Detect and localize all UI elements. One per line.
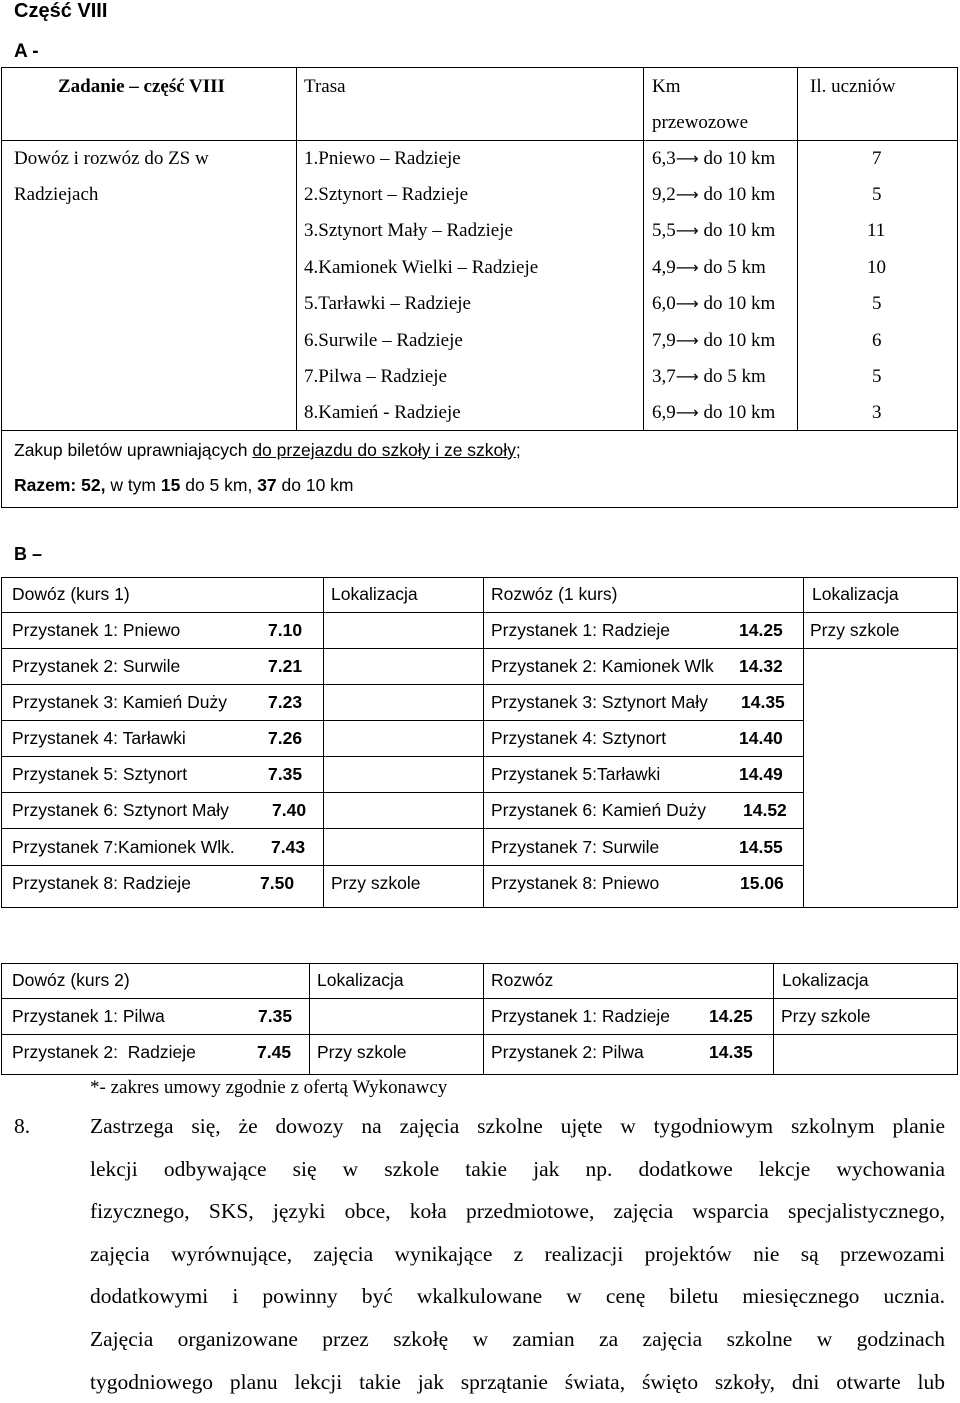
note-prefix: Zakup biletów uprawniających [14, 440, 253, 460]
km-range: do 10 km [703, 148, 776, 169]
return-stop-time: 14.35 [709, 1042, 753, 1062]
stop-name: Przystanek 8: Radzieje [12, 873, 191, 893]
stop-time: 7.35 [268, 764, 303, 784]
return-stop-name: Przystanek 5:Tarławki [491, 764, 661, 784]
stop-time: 7.43 [271, 837, 306, 857]
row-divider [1, 828, 803, 829]
stop-time: 7.26 [268, 728, 303, 748]
route-km [652, 366, 766, 388]
col-divider [773, 963, 774, 1075]
return-location: Przy szkole [810, 620, 900, 640]
return-stop-name: Przystanek 1: Radzieje [491, 1006, 670, 1026]
col-divider [323, 577, 324, 908]
return-stop-time: 14.35 [741, 692, 785, 712]
return-location: Przy szkole [781, 1006, 871, 1026]
col-divider [296, 67, 297, 431]
return-stop-name: Przystanek 8: Pniewo [491, 873, 660, 893]
route-name: 1.Pniewo – Radzieje [304, 148, 461, 169]
clause-line: lekcji odbywające się w szkole takie jak np. dodatkowe lekcje wychowania [90, 1156, 945, 1181]
km-range: do 10 km [703, 330, 776, 351]
return-stop-time: 14.55 [739, 837, 783, 857]
km-value: 7,9 [652, 330, 676, 351]
route-name: 5.Tarławki – Radzieje [304, 293, 471, 314]
row-divider [1, 865, 803, 866]
route-km [652, 330, 775, 352]
row-divider [483, 648, 958, 649]
km-value: 5,5 [652, 220, 676, 241]
clause-number: 8. [14, 1114, 31, 1138]
task-name: Dowóz i rozwóz do ZS w [14, 148, 209, 169]
route-students: 6 [872, 330, 882, 351]
return-stop-time: 14.25 [709, 1006, 753, 1026]
route-km [652, 148, 775, 170]
clause-line: Zastrzega się, że dowozy na zajęcia szkolne ujęte w tygodniowym szkolnym planie [90, 1114, 945, 1138]
km-range: do 10 km [703, 220, 776, 241]
header-pickup: Dowóz (kurs 1) [12, 584, 130, 604]
km-value: 9,2 [652, 184, 676, 205]
return-stop-name: Przystanek 7: Surwile [491, 837, 660, 857]
total-text-2: do 5 km, [180, 475, 258, 495]
arrow-right-icon: ⟶ [675, 185, 699, 204]
col-divider [483, 963, 484, 1075]
col-divider [483, 577, 484, 908]
stop-time: 7.35 [258, 1006, 293, 1026]
footnote: *- zakres umowy zgodnie z ofertą Wykonawcy [90, 1077, 448, 1098]
arrow-right-icon: ⟶ [675, 258, 699, 277]
km-range: do 10 km [703, 293, 776, 314]
clause-line: tygodniowego planu lekcji takie jak sprzątanie świata, święto szkoły, dni otwarte lub [90, 1369, 945, 1394]
header-task: Zadanie – część VIII [58, 76, 225, 97]
return-stop-name: Przystanek 1: Radzieje [491, 620, 670, 640]
col-divider [797, 67, 798, 431]
km-range: do 5 km [703, 257, 766, 278]
header-location: Lokalizacja [331, 584, 418, 604]
return-stop-time: 14.32 [739, 656, 783, 676]
col-divider [309, 963, 310, 1075]
clause-line: Zajęcia organizowane przez szkołę w zamian za zajęcia szkolne w godzinach [90, 1327, 945, 1351]
route-name: 4.Kamionek Wielki – Radzieje [304, 257, 539, 278]
ticket-note [14, 440, 521, 461]
return-stop-time: 14.52 [743, 800, 787, 820]
km-range: do 10 km [703, 402, 776, 423]
stop-name: Przystanek 3: Kamień Duży [12, 692, 227, 712]
header-km: Km [652, 76, 681, 97]
row-divider [1, 612, 958, 613]
row-divider [1, 140, 958, 141]
row-divider [1, 1034, 958, 1035]
km-range: do 10 km [703, 184, 776, 205]
header-students: Il. uczniów [810, 76, 896, 97]
arrow-right-icon: ⟶ [675, 367, 699, 386]
stop-location: Przy szkole [331, 873, 421, 893]
stop-location: Przy szkole [317, 1042, 407, 1062]
return-stop-time: 15.06 [740, 873, 784, 893]
row-divider [1, 998, 958, 999]
stop-name: Przystanek 2: Radzieje [12, 1042, 196, 1062]
header-return: Rozwóz [491, 970, 554, 990]
total-text: w tym [105, 475, 161, 495]
clause-line: zajęcia wyrównujące, zajęcia wynikające z realizacji projektów nie są przewozami [90, 1241, 945, 1266]
header-return-location: Lokalizacja [812, 584, 899, 604]
route-name: 8.Kamień - Radzieje [304, 402, 461, 423]
return-stop-time: 14.40 [739, 728, 783, 748]
route-km [652, 402, 775, 424]
note-suffix: ; [515, 440, 521, 460]
route-km [652, 220, 775, 242]
return-stop-name: Przystanek 2: Pilwa [491, 1042, 644, 1062]
km-value: 6,0 [652, 293, 676, 314]
header-location: Lokalizacja [317, 970, 404, 990]
row-divider [1, 648, 483, 649]
return-stop-name: Przystanek 2: Kamionek Wlk [491, 656, 714, 676]
header-return: Rozwóz (1 kurs) [491, 584, 618, 604]
stop-time: 7.40 [272, 800, 307, 820]
row-divider [1, 684, 803, 685]
route-students: 5 [872, 366, 882, 387]
km-value: 6,9 [652, 402, 676, 423]
km-value: 4,9 [652, 257, 676, 278]
col-divider [643, 67, 644, 431]
route-students: 10 [867, 257, 886, 278]
row-divider [1, 792, 803, 793]
stop-time: 7.21 [268, 656, 303, 676]
return-stop-time: 14.25 [739, 620, 783, 640]
section-b-label: B – [14, 544, 43, 564]
km-value: 6,3 [652, 148, 676, 169]
return-stop-name: Przystanek 6: Kamień Duży [491, 800, 706, 820]
note-underlined: do przejazdu do szkoły i ze szkoły [252, 440, 516, 460]
total-long: 37 [257, 475, 277, 495]
km-range: do 5 km [703, 366, 766, 387]
route-students: 5 [872, 293, 882, 314]
row-divider [1, 756, 803, 757]
return-stop-name: Przystanek 4: Sztynort [491, 728, 667, 748]
clause-line: fizycznego, SKS, języki obce, koła przedmiotowe, zajęcia wsparcia specjalistycznego, [90, 1199, 945, 1224]
clause-line: dodatkowymi i powinny być wkalkulowane w cenę biletu miesięcznego ucznia. [90, 1284, 945, 1309]
stop-time: 7.50 [260, 873, 295, 893]
route-km [652, 293, 775, 315]
route-students: 5 [872, 184, 882, 205]
route-km [652, 257, 766, 279]
stop-time: 7.45 [257, 1042, 292, 1062]
stop-name: Przystanek 6: Sztynort Mały [12, 800, 229, 820]
total-label: Razem: [14, 475, 77, 495]
stop-name: Przystanek 7:Kamionek Wlk. [12, 837, 235, 857]
route-name: 6.Surwile – Radzieje [304, 330, 463, 351]
stop-name: Przystanek 1: Pilwa [12, 1006, 165, 1026]
section-a-label: A - [14, 41, 39, 62]
total-short: 15 [160, 475, 181, 495]
header-route: Trasa [304, 76, 346, 97]
return-stop-time: 14.49 [739, 764, 783, 784]
stop-name: Przystanek 4: Tarławki [12, 728, 186, 748]
route-students: 3 [872, 402, 882, 423]
stop-name: Przystanek 2: Surwile [12, 656, 181, 676]
total-line [14, 475, 354, 496]
arrow-right-icon: ⟶ [675, 221, 699, 240]
stop-name: Przystanek 5: Sztynort [12, 764, 188, 784]
route-name: 3.Sztynort Mały – Radzieje [304, 220, 513, 241]
stop-time: 7.10 [268, 620, 303, 640]
total-text-3: do 10 km [276, 475, 354, 495]
arrow-right-icon: ⟶ [675, 149, 699, 168]
route-name: 2.Sztynort – Radzieje [304, 184, 469, 205]
stop-name: Przystanek 1: Pniewo [12, 620, 181, 640]
header-km-2: przewozowe [652, 112, 749, 133]
route-students: 7 [872, 148, 882, 169]
return-stop-name: Przystanek 3: Sztynort Mały [491, 692, 708, 712]
km-value: 3,7 [652, 366, 676, 387]
stop-time: 7.23 [268, 692, 303, 712]
header-pickup: Dowóz (kurs 2) [12, 970, 130, 990]
task-name-cont: Radziejach [14, 184, 99, 205]
route-students: 11 [867, 220, 886, 241]
route-km [652, 184, 775, 206]
col-divider [803, 577, 804, 908]
route-name: 7.Pilwa – Radzieje [304, 366, 447, 387]
arrow-right-icon: ⟶ [675, 403, 699, 422]
row-divider [1, 430, 958, 431]
header-return-location: Lokalizacja [782, 970, 869, 990]
total-count: 52, [76, 475, 106, 495]
arrow-right-icon: ⟶ [675, 294, 699, 313]
part-title: Część VIII [14, 0, 108, 22]
row-divider [1, 720, 803, 721]
arrow-right-icon: ⟶ [675, 331, 699, 350]
